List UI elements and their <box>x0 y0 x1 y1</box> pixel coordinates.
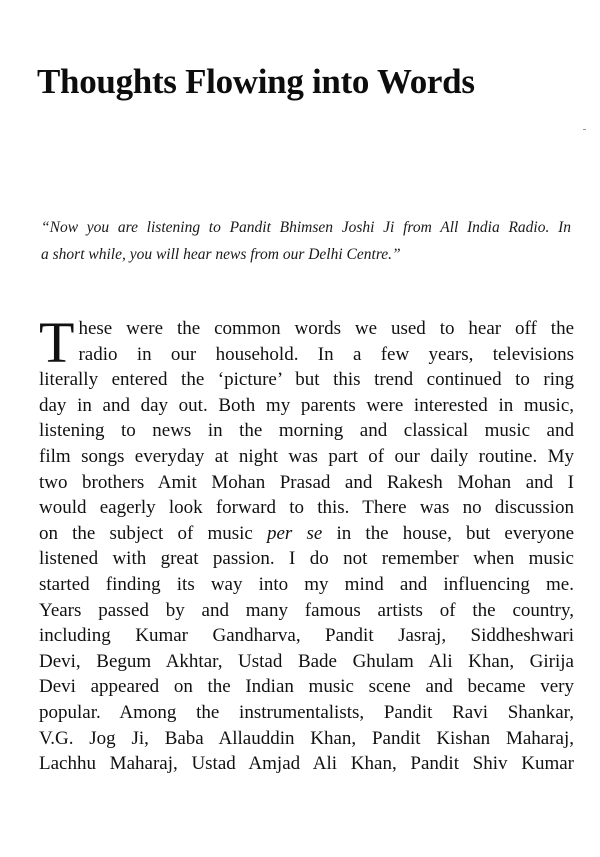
epigraph-quote <box>41 214 571 268</box>
body-line: would eagerly look forward to this. There was no discussion <box>39 497 574 519</box>
body-line: listening to news in the morning and classical music and <box>39 420 574 442</box>
body-line: started finding its way into my mind and influencing me. <box>39 573 574 595</box>
drop-cap: T <box>39 310 75 375</box>
body-line: film songs everyday at night was part of our daily routine. My <box>39 445 574 467</box>
scan-speck <box>583 129 586 130</box>
body-line: Devi, Begum Akhtar, Ustad Bade Ghulam Ali Khan, Girija <box>39 650 574 672</box>
body-line: day in and day out. Both my parents were interested in music, <box>39 394 574 416</box>
body-line: popular. Among the instrumentalists, Pandit Ravi Shankar, <box>39 701 574 723</box>
body-line: literally entered the ‘picture’ but this trend continued to ring <box>39 369 574 391</box>
body-line: Lachhu Maharaj, Ustad Amjad Ali Khan, Pandit Shiv Kumar <box>39 753 574 775</box>
chapter-title: Thoughts Flowing into Words <box>37 62 475 101</box>
body-text-fragment: on the subject of music <box>39 522 267 544</box>
italic-phrase: per se <box>267 522 323 544</box>
body-line: V.G. Jog Ji, Baba Allauddin Khan, Pandit Kishan Maharaj, <box>39 727 574 749</box>
body-line: Devi appeared on the Indian music scene and became very <box>39 676 574 698</box>
body-line: hese were the common words we used to hear off the <box>78 318 574 339</box>
body-line: radio in our household. In a few years, televisions <box>78 343 574 365</box>
body-text-fragment: in the house, but everyone <box>322 522 574 544</box>
epigraph-line: a short while, you will hear news from our Delhi Centre.” <box>41 246 401 263</box>
body-line: listened with great passion. I do not remember when music <box>39 548 574 570</box>
body-line: Years passed by and many famous artists of the country, <box>39 599 574 621</box>
epigraph-line: “Now you are listening to Pandit Bhimsen Joshi Ji from All India Radio. In <box>41 219 571 236</box>
body-line-with-italic <box>39 521 574 547</box>
body-paragraph <box>39 310 574 777</box>
body-line: two brothers Amit Mohan Prasad and Rakesh Mohan and I <box>39 471 574 493</box>
body-line: including Kumar Gandharva, Pandit Jasraj, Siddheshwari <box>39 625 574 647</box>
